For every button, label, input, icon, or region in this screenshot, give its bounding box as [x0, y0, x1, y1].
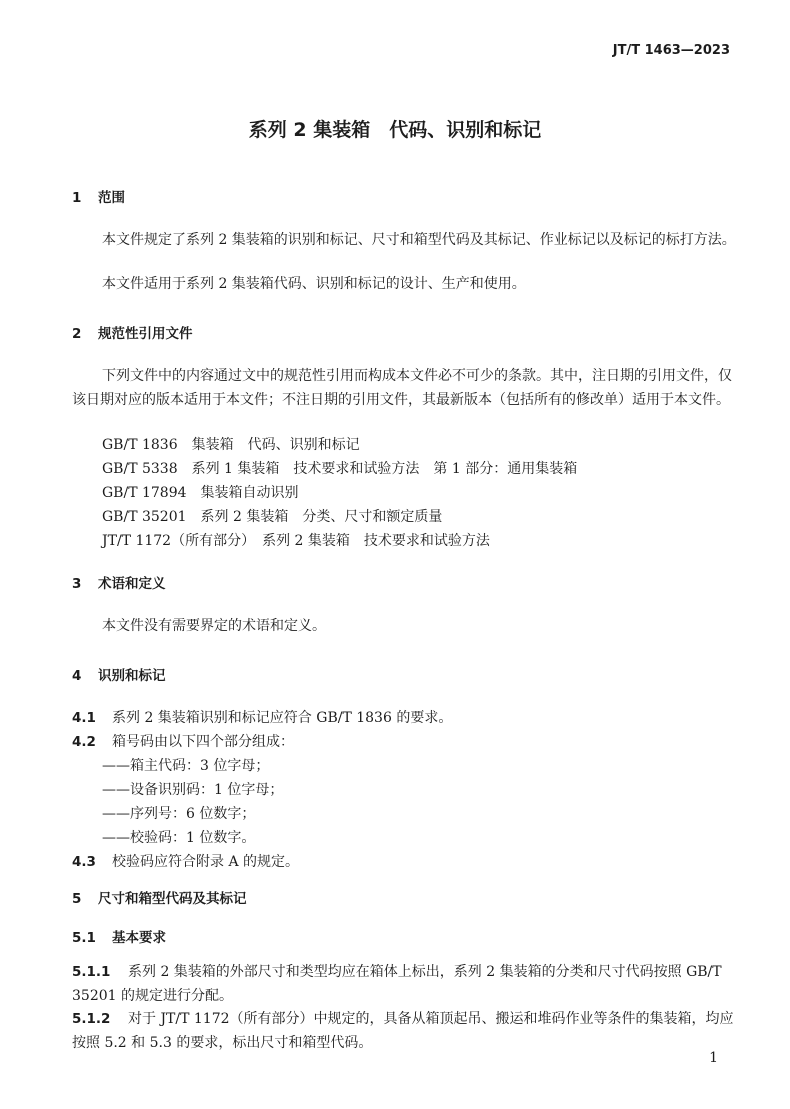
section-3-paragraph-1: 本文件没有需要界定的术语和定义。	[102, 618, 326, 634]
clause-4-3	[72, 851, 299, 871]
section-title: 术语和定义	[98, 576, 166, 592]
section-number: 3	[72, 576, 82, 592]
list-item: ——校验码：1 位数字。	[102, 830, 256, 846]
normative-reference: GB/T 5338 系列 1 集装箱 技术要求和试验方法 第 1 部分：通用集装箱	[102, 461, 578, 477]
section-2-paragraph-1: 下列文件中的内容通过文中的规范性引用而构成本文件必不可少的条款。其中，注日期的引用文件，仅该日期对应的版本适用于本文件；不注日期的引用文件，其最新版本（包括所有的修改单）适用于本文件。	[72, 368, 732, 408]
clause-text: 对于 JT/T 1172（所有部分）中规定的，具备从箱顶起吊、搬运和堆码作业等条件的集装箱，均应按照 5.2 和 5.3 的要求，标出尺寸和箱型代码。	[72, 1011, 734, 1051]
clause-5-1-1	[72, 960, 740, 1008]
normative-reference: GB/T 1836 集装箱 代码、识别和标记	[102, 437, 360, 453]
normative-reference: JT/T 1172（所有部分） 系列 2 集装箱 技术要求和试验方法	[102, 533, 490, 549]
clause-text: 系列 2 集装箱识别和标记应符合 GB/T 1836 的要求。	[112, 710, 453, 726]
subsection-number: 5.1	[72, 930, 96, 946]
section-title: 识别和标记	[98, 668, 166, 684]
list-item: ——设备识别码：1 位字母；	[102, 782, 284, 798]
clause-number: 4.3	[72, 854, 96, 870]
standard-number: JT/T 1463—2023	[612, 43, 730, 58]
section-title: 规范性引用文件	[98, 326, 193, 342]
clause-text: 系列 2 集装箱的外部尺寸和类型均应在箱体上标出，系列 2 集装箱的分类和尺寸代码按照 GB/T 35201 的规定进行分配。	[72, 964, 722, 1004]
subsection-5-1-heading	[72, 926, 166, 946]
list-item: ——箱主代码：3 位字母；	[102, 758, 270, 774]
section-5-heading	[72, 887, 247, 907]
normative-reference: GB/T 35201 系列 2 集装箱 分类、尺寸和额定质量	[102, 509, 443, 525]
clause-4-2	[72, 731, 294, 751]
clause-number: 4.2	[72, 734, 96, 750]
document-title: 系列 2 集装箱 代码、识别和标记	[248, 119, 542, 141]
section-3-heading	[72, 572, 166, 592]
clause-5-1-2	[72, 1007, 740, 1055]
section-number: 4	[72, 668, 82, 684]
clause-number: 5.1.2	[72, 1011, 111, 1027]
section-number: 1	[72, 190, 82, 206]
clause-number: 5.1.1	[72, 964, 111, 980]
page-number: 1	[709, 1050, 718, 1066]
section-title: 范围	[98, 190, 125, 206]
section-2-heading	[72, 322, 193, 342]
section-4-heading	[72, 664, 166, 684]
list-item: ——序列号：6 位数字；	[102, 806, 256, 822]
normative-reference: GB/T 17894 集装箱自动识别	[102, 485, 299, 501]
section-title: 尺寸和箱型代码及其标记	[98, 891, 247, 907]
section-1-paragraph-1: 本文件规定了系列 2 集装箱的识别和标记、尺寸和箱型代码及其标记、作业标记以及标记的标打方法。	[102, 232, 736, 248]
section-1-paragraph-2: 本文件适用于系列 2 集装箱代码、识别和标记的设计、生产和使用。	[102, 276, 526, 292]
clause-number: 4.1	[72, 710, 96, 726]
section-1-heading	[72, 186, 125, 206]
subsection-title: 基本要求	[112, 930, 166, 946]
section-number: 5	[72, 891, 82, 907]
clause-text: 箱号码由以下四个部分组成：	[112, 734, 294, 750]
clause-4-1	[72, 707, 452, 727]
clause-text: 校验码应符合附录 A 的规定。	[112, 854, 300, 870]
section-number: 2	[72, 326, 82, 342]
